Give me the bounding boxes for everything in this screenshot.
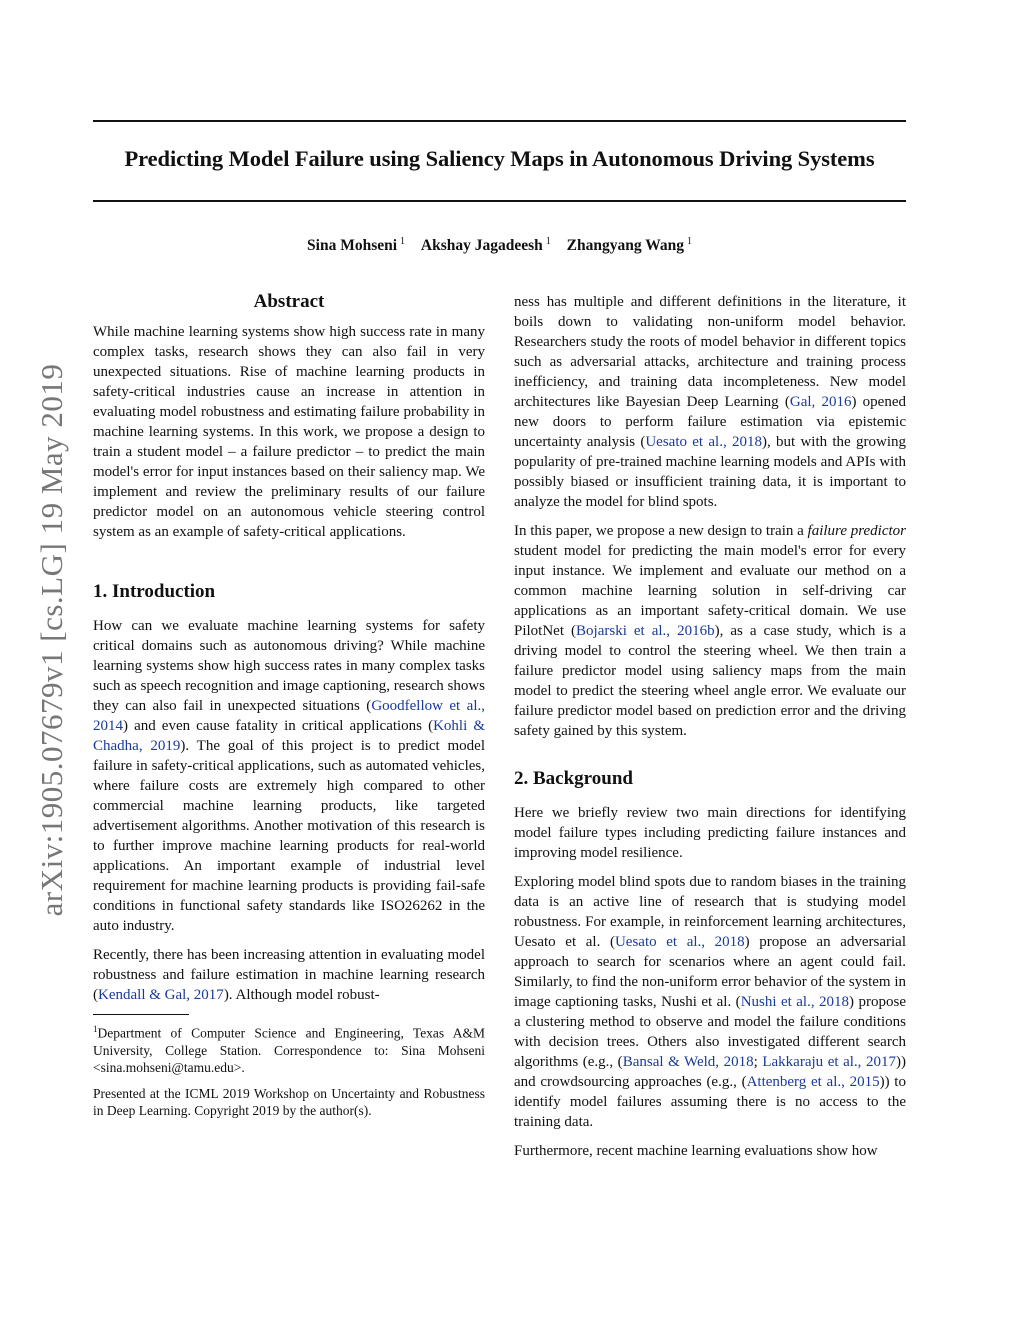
citation-link[interactable]: Attenberg et al., 2015 [746, 1074, 880, 1090]
citation-link[interactable]: Bojarski et al., 2016b [576, 623, 715, 639]
right-column [514, 292, 906, 1170]
citation-link[interactable]: Uesato et al., 2018 [645, 434, 762, 450]
citation-link[interactable]: Kendall & Gal, 2017 [98, 987, 224, 1003]
citation-link[interactable]: Bansal & Weld, 2018 [622, 1054, 754, 1070]
citation-link[interactable]: Gal, 2016 [789, 394, 852, 410]
intro-paragraph-3: ness has multiple and different definitions in the literature, it boils down to validating non-uniform model behavior. Researchers study the roots of model behavior in different topics such as adversarial attacks, architecture and training process inefficiency, and training data incompleteness. New model architectures like Bayesian Deep Learning (Gal, 2016) opened new doors to perform failure estimation via epistemic uncertainty analysis (Uesato et al., 2018), but with the growing popularity of pre-trained machine learning models and APIs with possibly biased or insufficient training data, it is important to analyze the model for blind spots. [514, 294, 906, 510]
venue-footnote: Presented at the ICML 2019 Workshop on Uncertainty and Robustness in Deep Learning. Copyright 2019 by the author(s). [93, 1085, 485, 1118]
section-heading-background: 2. Background [514, 768, 633, 789]
author: Akshay Jagadeesh $^1$ [420, 236, 551, 255]
background-paragraph-1: Here we briefly review two main directions for identifying model failure types including predicting failure instances and improving model resilience. [514, 805, 906, 861]
citation-link[interactable]: Nushi et al., 2018 [740, 994, 850, 1010]
left-column [93, 290, 485, 1128]
citation-link[interactable]: Kohli & Chadha, 2019 [93, 718, 485, 754]
author-list [93, 236, 906, 255]
arxiv-identifier-text: arXiv:1905.07679v1 [cs.LG] 19 May 2019 [34, 363, 69, 917]
background-paragraph-3: Furthermore, recent machine learning evaluations show how [514, 1143, 878, 1159]
paper-title: Predicting Model Failure using Saliency Maps in Autonomous Driving Systems [124, 146, 875, 171]
author: Zhangyang Wang $^1$ [566, 236, 692, 255]
intro-paragraph-4: In this paper, we propose a new design to train a failure predictor student model for predicting the main model's error for every input instance. We implement and evaluate our method on a common machine learning solution in self-driving car applications as an important safety-critical domain. We use PilotNet (Bojarski et al., 2016b), as a case study, which is a driving model to control the steering wheel. We then train a failure predictor model using saliency maps from the main model to predict the steering wheel angle error. We evaluate our failure predictor model based on prediction error and the driving safety gained by this system. [514, 523, 907, 739]
title-rule-top [93, 120, 906, 122]
intro-paragraph-2: Recently, there has been increasing attention in evaluating model robustness and failure estimation in machine learning research (Kendall & Gal, 2017). Although model robust- [93, 947, 485, 1003]
abstract-heading: Abstract [253, 291, 325, 312]
background-paragraph-2: Exploring model blind spots due to random biases in the training data is an active line of research that is studying model robustness. For example, in reinforcement learning architectures, Uesato et al. (Uesato et al., 2018) propose an adversarial approach to search for scenarios where an agent could fail. Similarly, to find the non-uniform error behavior of the system in image captioning tasks, Nushi et al. (Nushi et al., 2018) propose a clustering method to observe and model the failure conditions with decision trees. Others also investigated different search algorithms (e.g., (Bansal & Weld, 2018; Lakkaraju et al., 2017)) and crowdsourcing approaches (e.g., (Attenberg et al., 2015)) to identify model failures assuming there is no access to the training data. [514, 874, 906, 1130]
citation-link[interactable]: Lakkaraju et al., 2017 [762, 1054, 896, 1070]
section-heading-introduction: 1. Introduction [93, 581, 216, 602]
citation-link[interactable]: Uesato et al., 2018 [614, 934, 745, 950]
citation-link[interactable]: Goodfellow et al., 2014 [93, 698, 485, 734]
title-rule-bottom [93, 200, 906, 202]
intro-paragraph-1: How can we evaluate machine learning systems for safety critical domains such as autonomous driving? While machine learning systems show high success rates in many complex tasks such as speech recognition and image captioning, research shows they can also fail in unexpected situations (Goodfellow et al., 2014) and even cause fatality in critical applications (Kohli & Chadha, 2019). The goal of this project is to predict model failure in safety-critical applications, such as automated vehicles, where failure costs are extremely high compared to other commercial machine learning products, like targeted advertisement algorithms. Another motivation of this research is to further improve machine learning products for real-world applications. An important example of industrial level requirement for machine learning products is providing fail-safe conditions in functional safety standards like ISO26262 in the auto industry. [93, 618, 485, 934]
author: Sina Mohseni $^1$ [307, 236, 406, 255]
abstract-text: While machine learning systems show high success rate in many complex tasks, research shows they can also fail in very unexpected situations. Rise of machine learning products in safety-critical industries cause an increase in attention in evaluating model robustness and estimating failure probability in machine learning systems. In this work, we propose a design to train a student model – a failure predictor – to predict the main model's error for input instances based on their saliency map. We implement and review the preliminary results of our failure predictor model on an autonomous vehicle steering control system as an example of safety-critical applications. [93, 324, 485, 540]
affiliation-footnote: $^1$Department of Computer Science and Engineering, Texas A&M University, College Station. Correspondence to: Sina Mohseni <sina.mohseni@tamu.edu>. [93, 1024, 485, 1075]
footnote-rule [93, 1014, 189, 1015]
